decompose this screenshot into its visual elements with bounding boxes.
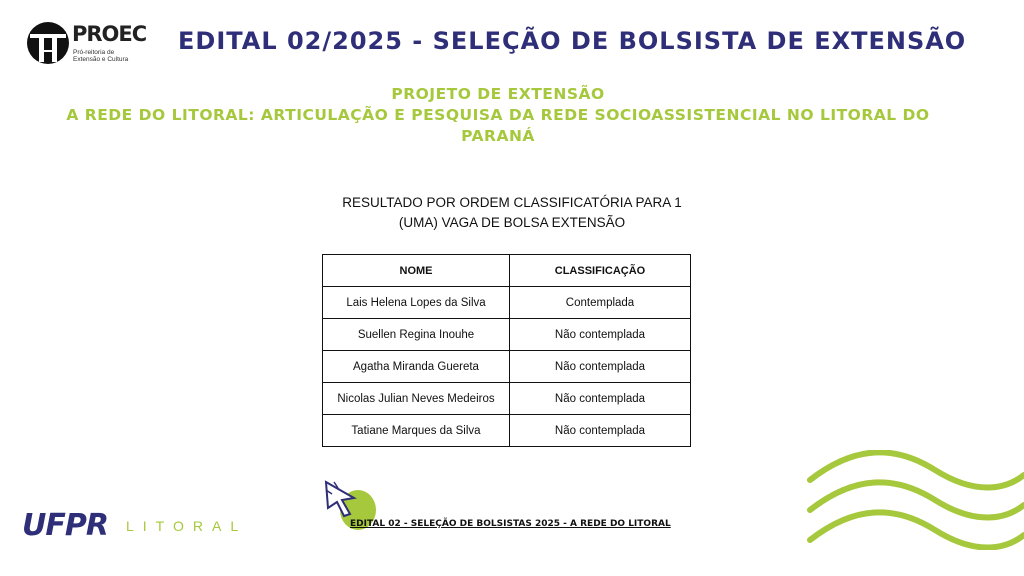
- proec-logo-icon: [26, 20, 70, 66]
- cell-name: Suellen Regina Inouhe: [323, 319, 510, 351]
- logo-subtitle: Pró-reitoria de Extensão e Cultura: [73, 49, 129, 63]
- cell-status: Não contemplada: [510, 415, 691, 447]
- result-line-2: (UMA) VAGA DE BOLSA EXTENSÃO: [398, 215, 626, 230]
- result-heading: [312, 193, 712, 233]
- table-row: [323, 415, 691, 447]
- project-label: PROJETO DE EXTENSÃO: [391, 85, 605, 103]
- cell-status: Não contemplada: [510, 383, 691, 415]
- wave-decoration-icon: [805, 450, 1024, 550]
- cell-name: Lais Helena Lopes da Silva: [323, 287, 510, 319]
- page-title: EDITAL 02/2025 - SELEÇÃO DE BOLSISTA DE EXTENSÃO: [178, 27, 967, 55]
- ufpr-litoral-logo: [22, 508, 248, 543]
- project-heading: [60, 84, 936, 147]
- table-row: [323, 383, 691, 415]
- cell-name: Agatha Miranda Guereta: [323, 351, 510, 383]
- cell-status: Contemplada: [510, 287, 691, 319]
- table-row: [323, 351, 691, 383]
- result-line-1: RESULTADO POR ORDEM CLASSIFICATÓRIA PARA 1: [342, 195, 682, 210]
- cell-status: Não contemplada: [510, 351, 691, 383]
- header-nome: NOME: [323, 255, 510, 287]
- project-name: A REDE DO LITORAL: ARTICULAÇÃO E PESQUISA DA REDE SOCIOASSISTENCIAL NO LITORAL DO PARANÁ: [66, 106, 930, 145]
- table-row: [323, 287, 691, 319]
- header-classificacao: CLASSIFICAÇÃO: [510, 255, 691, 287]
- cell-status: Não contemplada: [510, 319, 691, 351]
- cursor-icon: [324, 480, 364, 520]
- table-row: [323, 319, 691, 351]
- table-header-row: [323, 255, 691, 287]
- cell-name: Nicolas Julian Neves Medeiros: [323, 383, 510, 415]
- cell-name: Tatiane Marques da Silva: [323, 415, 510, 447]
- ufpr-wordmark: UFPR: [22, 508, 108, 543]
- results-table: [322, 254, 691, 447]
- litoral-wordmark: LITORAL: [126, 518, 248, 534]
- proec-logo: [26, 20, 147, 70]
- footer-caption: EDITAL 02 - SELEÇÃO DE BOLSISTAS 2025 - A REDE DO LITORAL: [350, 519, 671, 529]
- logo-brand: PROEC: [72, 22, 147, 46]
